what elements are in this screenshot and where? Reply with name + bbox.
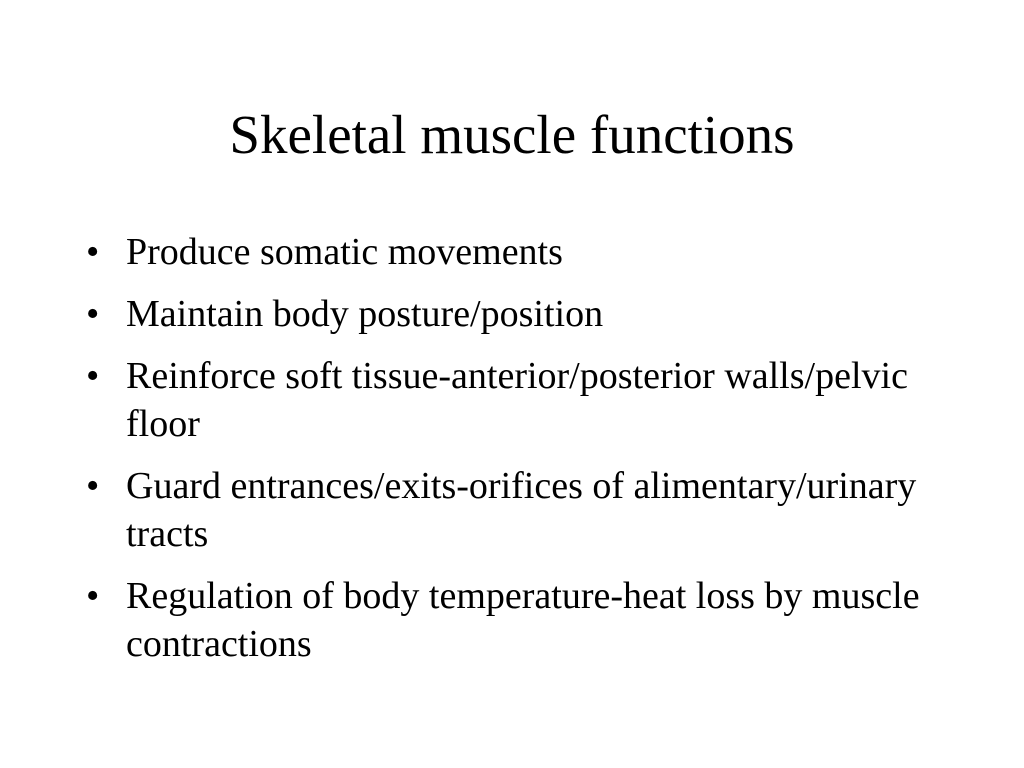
bullet-text: Reinforce soft tissue-anterior/posterior walls/pelvic floor: [126, 355, 908, 445]
bullet-icon: •: [86, 575, 100, 617]
bullet-icon: •: [86, 231, 100, 273]
bullet-item: [86, 572, 966, 668]
bullet-item: [86, 462, 966, 558]
bullet-icon: •: [86, 293, 100, 335]
slide-title: Skeletal muscle functions: [229, 104, 795, 165]
bullet-icon: •: [86, 465, 100, 507]
bullet-text: Regulation of body temperature-heat loss by muscle contractions: [126, 575, 920, 665]
bullet-text: Produce somatic movements: [126, 231, 563, 273]
bullet-item: [86, 290, 966, 338]
bullet-icon: •: [86, 355, 100, 397]
bullet-item: [86, 352, 966, 448]
bullet-item: [86, 228, 966, 276]
bullet-text: Maintain body posture/position: [126, 293, 604, 335]
bullet-text: Guard entrances/exits-orifices of alimentary/urinary tracts: [126, 465, 917, 555]
bullet-list: [86, 228, 966, 682]
